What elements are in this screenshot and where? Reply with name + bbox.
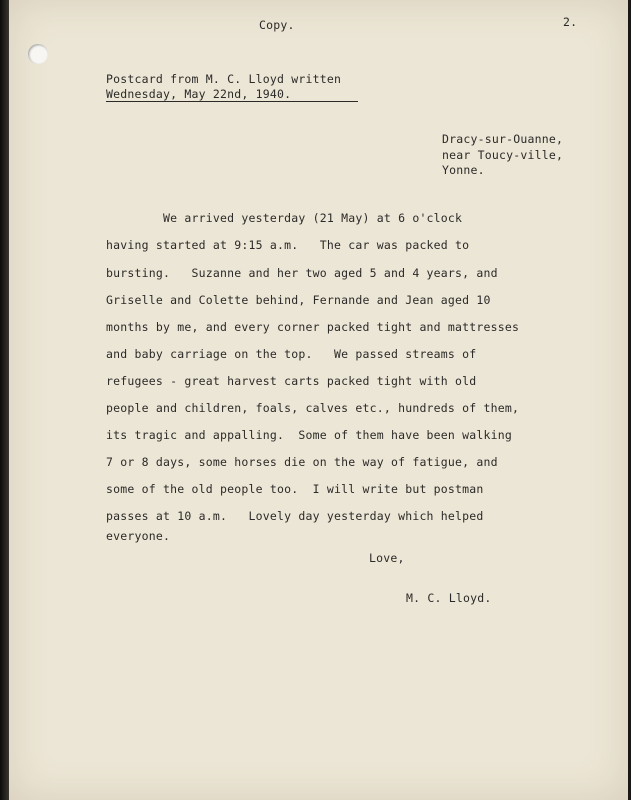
punch-hole: [28, 44, 48, 64]
address-line-2: near Toucy-ville,: [442, 148, 564, 162]
body-line: everyone.: [106, 529, 171, 543]
address-line-1: Dracy-sur-Ouanne,: [442, 132, 564, 146]
signature: M. C. Lloyd.: [406, 591, 492, 605]
letter-page: [9, 0, 628, 800]
body-line: Griselle and Colette behind, Fernande and Jean aged 10: [106, 293, 491, 307]
body-line: months by me, and every corner packed tight and mattresses: [106, 320, 520, 334]
body-line: passes at 10 a.m. Lovely day yesterday which helped: [106, 509, 484, 523]
address-line-3: Yonne.: [442, 163, 485, 177]
body-line: its tragic and appalling. Some of them have been walking: [106, 428, 513, 442]
heading-line-1: Postcard from M. C. Lloyd written: [106, 72, 342, 86]
scan-left-edge: [0, 0, 9, 800]
body-line: 7 or 8 days, some horses die on the way of fatigue, and: [106, 455, 498, 469]
copy-label: Copy.: [259, 18, 295, 32]
body-line: and baby carriage on the top. We passed streams of: [106, 347, 477, 361]
body-line: refugees - great harvest carts packed tight with old: [106, 374, 477, 388]
body-line: people and children, foals, calves etc., hundreds of them,: [106, 401, 520, 415]
heading-line-2: Wednesday, May 22nd, 1940.: [106, 87, 358, 102]
body-line: some of the old people too. I will write but postman: [106, 482, 484, 496]
page-number: 2.: [563, 15, 578, 29]
body-line: bursting. Suzanne and her two aged 5 and 4 years, and: [106, 266, 498, 280]
closing: Love,: [369, 551, 405, 565]
body-line: having started at 9:15 a.m. The car was packed to: [106, 238, 470, 252]
body-line: We arrived yesterday (21 May) at 6 o'clock: [106, 211, 463, 225]
